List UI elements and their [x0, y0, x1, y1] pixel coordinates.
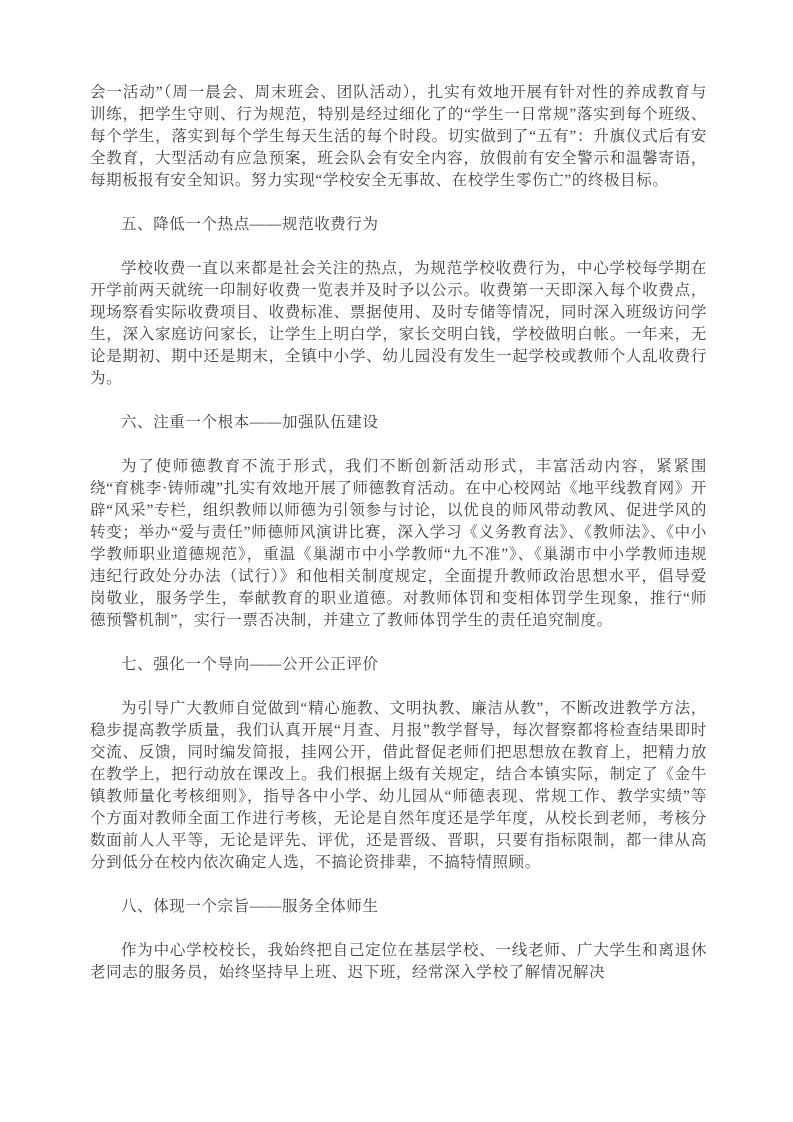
section-heading: 六、注重一个根本——加强队伍建设: [121, 414, 379, 431]
paragraph: 会一活动”（周一晨会、周末班会、团队活动），扎实有效地开展有针对性的养成教育与训练，把学生守则、行为规范，特别是经过细化了的“学生一日常规”落实到每个班级、每个学生，落实到每个学生每天生活的每个时段。切实做到了“五有”：升旗仪式后有安全教育，大型活动有应急预案，班会队会有安全内容，放假前有安全警示和温馨寄语，每期板报有安全知识。努力实现“学校安全无事故、在校学生零伤亡”的终极目标。: [90, 84, 707, 189]
paragraph: 为引导广大教师自觉做到“精心施教、文明执教、廉洁从教”，不断改进教学方法，稳步提高教学质量，我们认真开展“月查、月报”教学督导，每次督察都将检查结果即时交流、反馈，同时编发简报，挂网公开，借此督促老师们把思想放在教育上，把精力放在教学上，把行动放在课改上。我们根据上级有关规定，结合本镇实际，制定了《金牛镇教师量化考核细则》，指导各中小学、幼儿园从“师德表现、常规工作、教学实绩”等个方面对教师全面工作进行考核，无论是自然年度还是学年度，从校长到老师，考核分数面前人人平等，无论是评先、评优，还是晋级、晋职，只要有指标限制，都一律从高分到低分在校内依次确定人选，不搞论资排辈，不搞特情照顾。: [90, 700, 707, 871]
paragraph: 学校收费一直以来都是社会关注的热点，为规范学校收费行为，中心学校每学期在开学前两天就统一印制好收费一览表并及时予以公示。收费第一天即深入每个收费点，现场察看实际收费项目、收费标准、票据使用、及时专储等情况，同时深入班级访问学生，深入家庭访问家长，让学生上明白学，家长交明白钱，学校做明白帐。一年来，无论是期初、期中还是期末，全镇中小学、幼儿园没有发生一起学校或教师个人乱收费行为。: [90, 260, 707, 387]
section-heading: 八、体现一个宗旨——服务全体师生: [121, 898, 379, 915]
paragraph: 作为中心学校校长，我始终把自己定位在基层学校、一线老师、广大学生和离退休老同志的服务员，始终坚持早上班、迟下班，经常深入学校了解情况解决: [90, 942, 707, 981]
section-heading: 七、强化一个导向——公开公正评价: [121, 656, 379, 673]
paragraph: 为了使师德教育不流于形式，我们不断创新活动形式，丰富活动内容，紧紧围绕“育桃李·铸师魂”扎实有效地开展了师德教育活动。在中心校网站《地平线教育网》开辟“风采”专栏，组织教师以师德为引领参与讨论，以优良的师风带动教风、促进学风的转变；举办“爱与责任”师德师风演讲比赛，深入学习《义务教育法》、《教师法》、《中小学教师职业道德规范》，重温《巢湖市中小学教师“九不准”》、《巢湖市中小学教师违规违纪行政处分办法（试行）》和他相关制度规定，全面提升教师政治思想水平，倡导爱岗敬业，服务学生，奉献教育的职业道德。对教师体罚和变相体罚学生现象，推行“师德预警机制”，实行一票否决制，并建立了教师体罚学生的责任追究制度。: [90, 458, 707, 629]
section-heading: 五、降低一个热点——规范收费行为: [121, 216, 379, 233]
document-body: [90, 82, 707, 984]
